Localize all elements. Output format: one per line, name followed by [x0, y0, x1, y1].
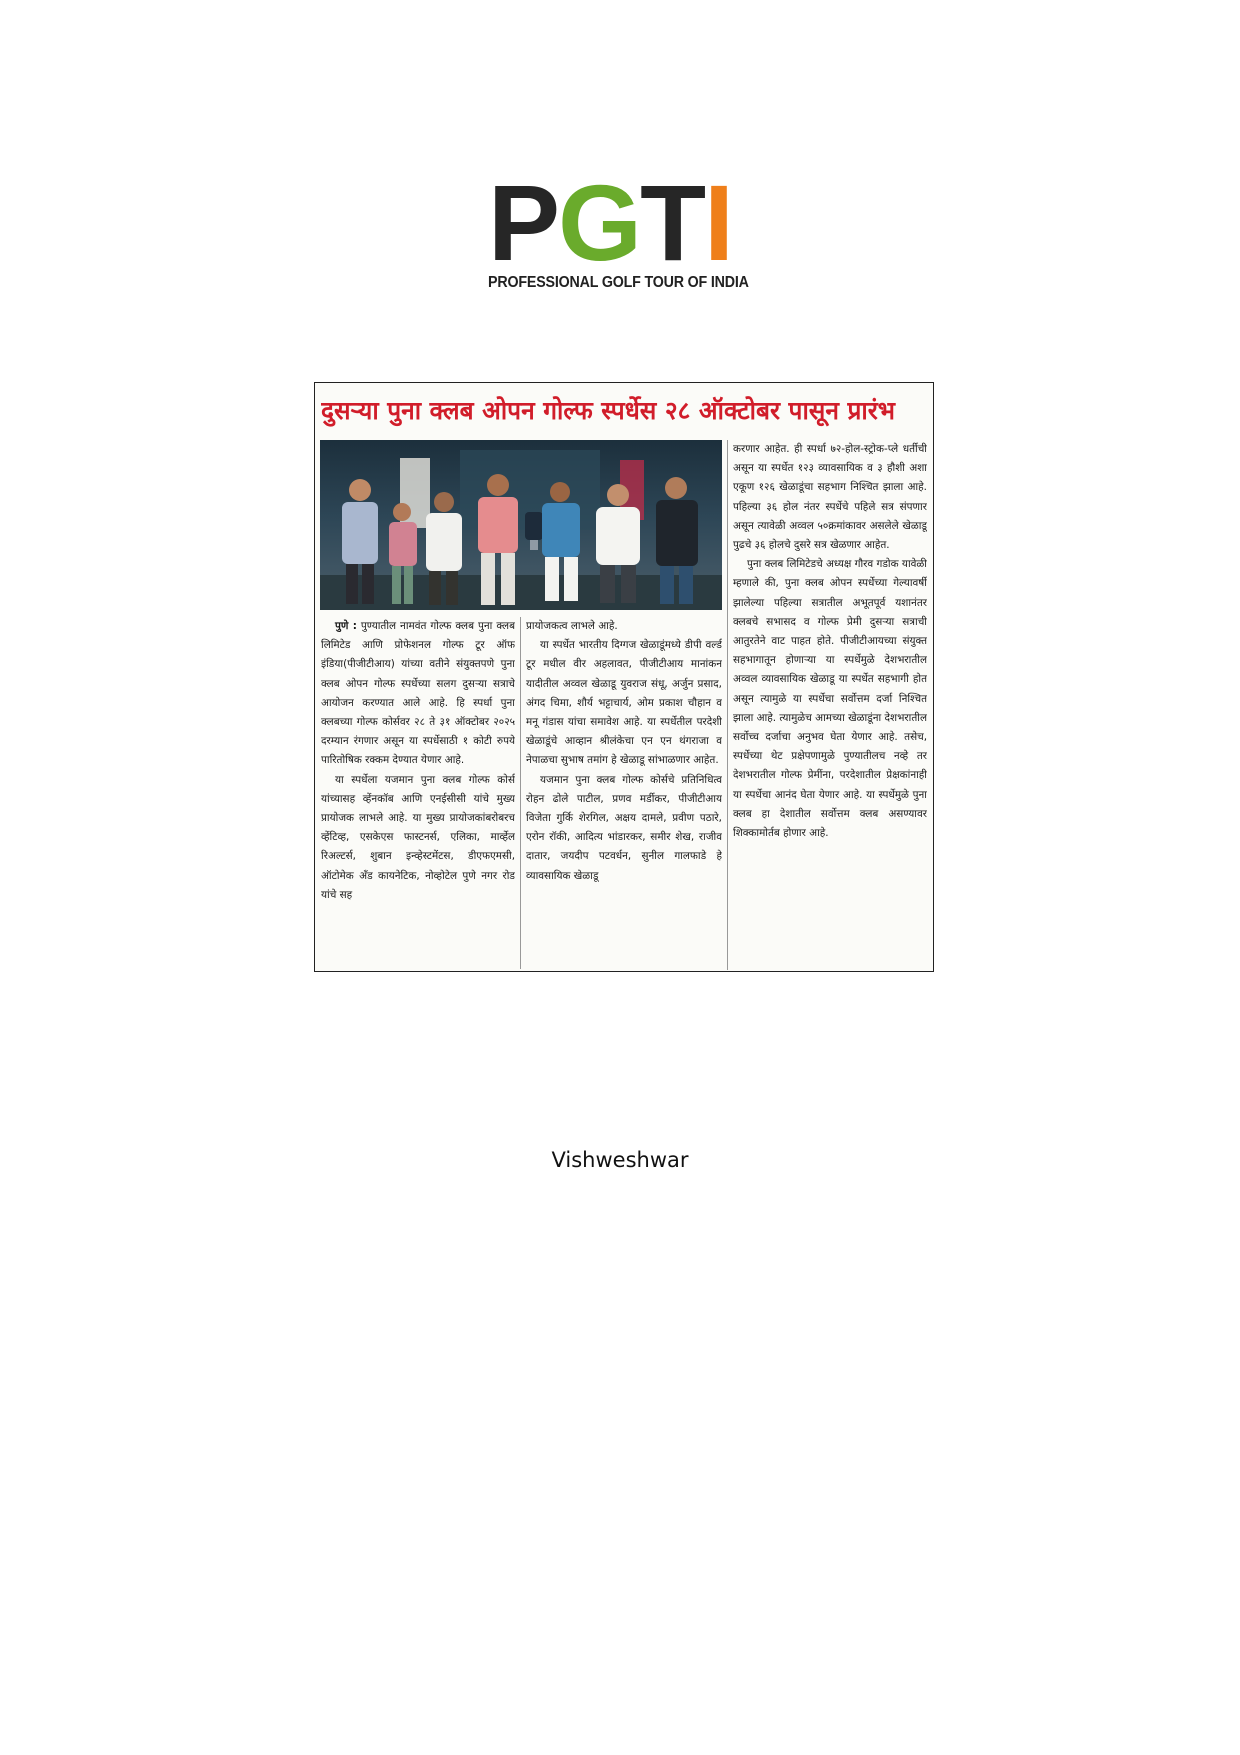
- article-paragraph: या स्पर्धेला यजमान पुना क्लब गोल्फ कोर्स यांच्यासह व्हेंनकॉब आणि एनईसीसी यांचे मुख्य प्रायोजक लाभले आहे. या मुख्य प्रायोजकांबरोबरच व्हेंटिव्ह, एसकेएस फास्टनर्स, एलिका, मार्व्हेल रिअल्टर्स, शुबान इन्व्हेस्टमेंटस, डीएफएमसी, ऑटोमेक अँड कायनेटिक, नोव्होटेल पुणे नगर रोड यांचे सह: [321, 773, 515, 901]
- column-divider: [727, 440, 728, 970]
- column-divider: [520, 617, 521, 969]
- article-paragraph: पुना क्लब लिमिटेडचे अध्यक्ष गौरव गडोक यावेळी म्हणाले की, पुना क्लब ओपन स्पर्धेच्या गेल्यावर्षी झालेल्या पहिल्या सत्रातील अभूतपूर्व यशानंतर क्लबचे सभासद व गोल्फ प्रेमी दुसऱ्या सत्राची आतुरतेने वाट पाहत होते. पीजीटीआयच्या संयुक्त सहभागातून होणाऱ्या या स्पर्धेमुळे देशभरातील अव्वल व्यावसायिक खेळाडू या स्पर्धेत सहभागी होत असून त्यामुळे या स्पर्धेचा सर्वोत्तम दर्जा निश्चित झाला आहे. त्यामुळेच आमच्या खेळाडूंना देशभरातील सर्वोच्च दर्जाचा अनुभव घेता येणार आहे. तसेच, स्पर्धेच्या थेट प्रक्षेपणामुळे पुण्यातीलच नव्हे तर देशभरातील गोल्फ प्रेमींना, परदेशातील प्रेक्षकांनाही या स्पर्धेचा आनंद घेता येणार आहे. या स्पर्धेमुळे पुना क्लब हा देशातील सर्वोत्तम क्लब असण्यावर शिक्कामोर्तब होणार आहे.: [733, 558, 927, 840]
- logo-letter-i: I: [704, 162, 733, 283]
- article-column-1: [321, 617, 515, 969]
- logo-letter-p: P: [488, 162, 559, 283]
- pgti-logo: [488, 162, 753, 296]
- article-paragraph: या स्पर्धेत भारतीय दिग्गज खेळाडूंमध्ये डीपी वर्ल्ड टूर मधील वीर अहलावत, पीजीटीआय मानांकन यादीतील अव्वल खेळाडू युवराज संधू, अर्जुन प्रसाद, अंगद चिमा, शौर्य भट्टाचार्य, ओम प्रकाश चौहान व मनू गंडास यांचा समावेश आहे. या स्पर्धेतील परदेशी खेळाडूंचे आव्हान श्रीलंकेचा एन एन थंगराजा व नेपाळचा सुभाष तमांग हे खेळाडू सांभाळणार आहेत.: [526, 639, 722, 767]
- article-paragraph: यजमान पुना क्लब गोल्फ कोर्सचे प्रतिनिधित्व रोहन ढोले पाटील, प्रणव मर्डीकर, पीजीटीआय विजेता गुर्कि शेरगिल, अक्षय दामले, प्रवीण पठारे, एरोन रॉकी, आदित्य भांडारकर, समीर शेख, राजीव दातार, जयदीप पटवर्धन, सुनील गालफाडे हे व्यावसायिक खेळाडू: [526, 773, 722, 882]
- article-headline: दुसऱ्या पुना क्लब ओपन गोल्फ स्पर्धेस २८ ऑक्टोबर पासून प्रारंभ: [321, 396, 896, 425]
- article-dateline: पुणे :: [335, 620, 357, 632]
- publication-caption: Vishweshwar: [551, 1148, 689, 1172]
- article-column-2: [526, 617, 722, 969]
- logo-wordmark: [488, 162, 733, 283]
- article-column-3: [733, 440, 927, 970]
- article-paragraph: करणार आहेत. ही स्पर्धा ७२-होल-स्ट्रोक-प्ले धर्तीची असून या स्पर्धेत १२३ व्यावसायिक व ३ हौशी अशा एकूण १२६ खेळाडूंचा सहभाग निश्चित झाला आहे. पहिल्या ३६ होल नंतर स्पर्धेचे पहिले सत्र संपणार असून त्यावेळी अव्वल ५०क्रमांकावर असलेले खेळाडू पुढचे ३६ होलचे दुसरे सत्र खेळणार आहेत.: [733, 443, 927, 552]
- group-photo-image: [320, 440, 722, 610]
- logo-tagline: PROFESSIONAL GOLF TOUR OF INDIA: [488, 274, 749, 291]
- article-paragraph: प्रायोजकत्व लाभले आहे.: [526, 620, 618, 632]
- logo-letter-g: G: [558, 162, 641, 283]
- article-photo: [320, 440, 722, 610]
- article-paragraph: पुणे : पुण्यातील नामवंत गोल्फ क्लब पुना क्लब लिमिटेड आणि प्रोफेशनल गोल्फ टूर ऑफ इंडिया(पीजीटीआय) यांच्या वतीने संयुक्तपणे पुना क्लब ओपन गोल्फ स्पर्धेच्या सलग दुसऱ्या सत्राचे आयोजन करण्यात आले आहे. हि स्पर्धा पुना क्लबच्या गोल्फ कोर्सवर २८ ते ३१ ऑक्टोबर २०२५ दरम्यान रंगणार असून या स्पर्धेसाठी १ कोटी रुपये पारितोषिक रक्कम देण्यात येणार आहे.: [321, 620, 515, 767]
- newspaper-clipping: [314, 382, 934, 972]
- logo-letter-t: T: [640, 162, 705, 283]
